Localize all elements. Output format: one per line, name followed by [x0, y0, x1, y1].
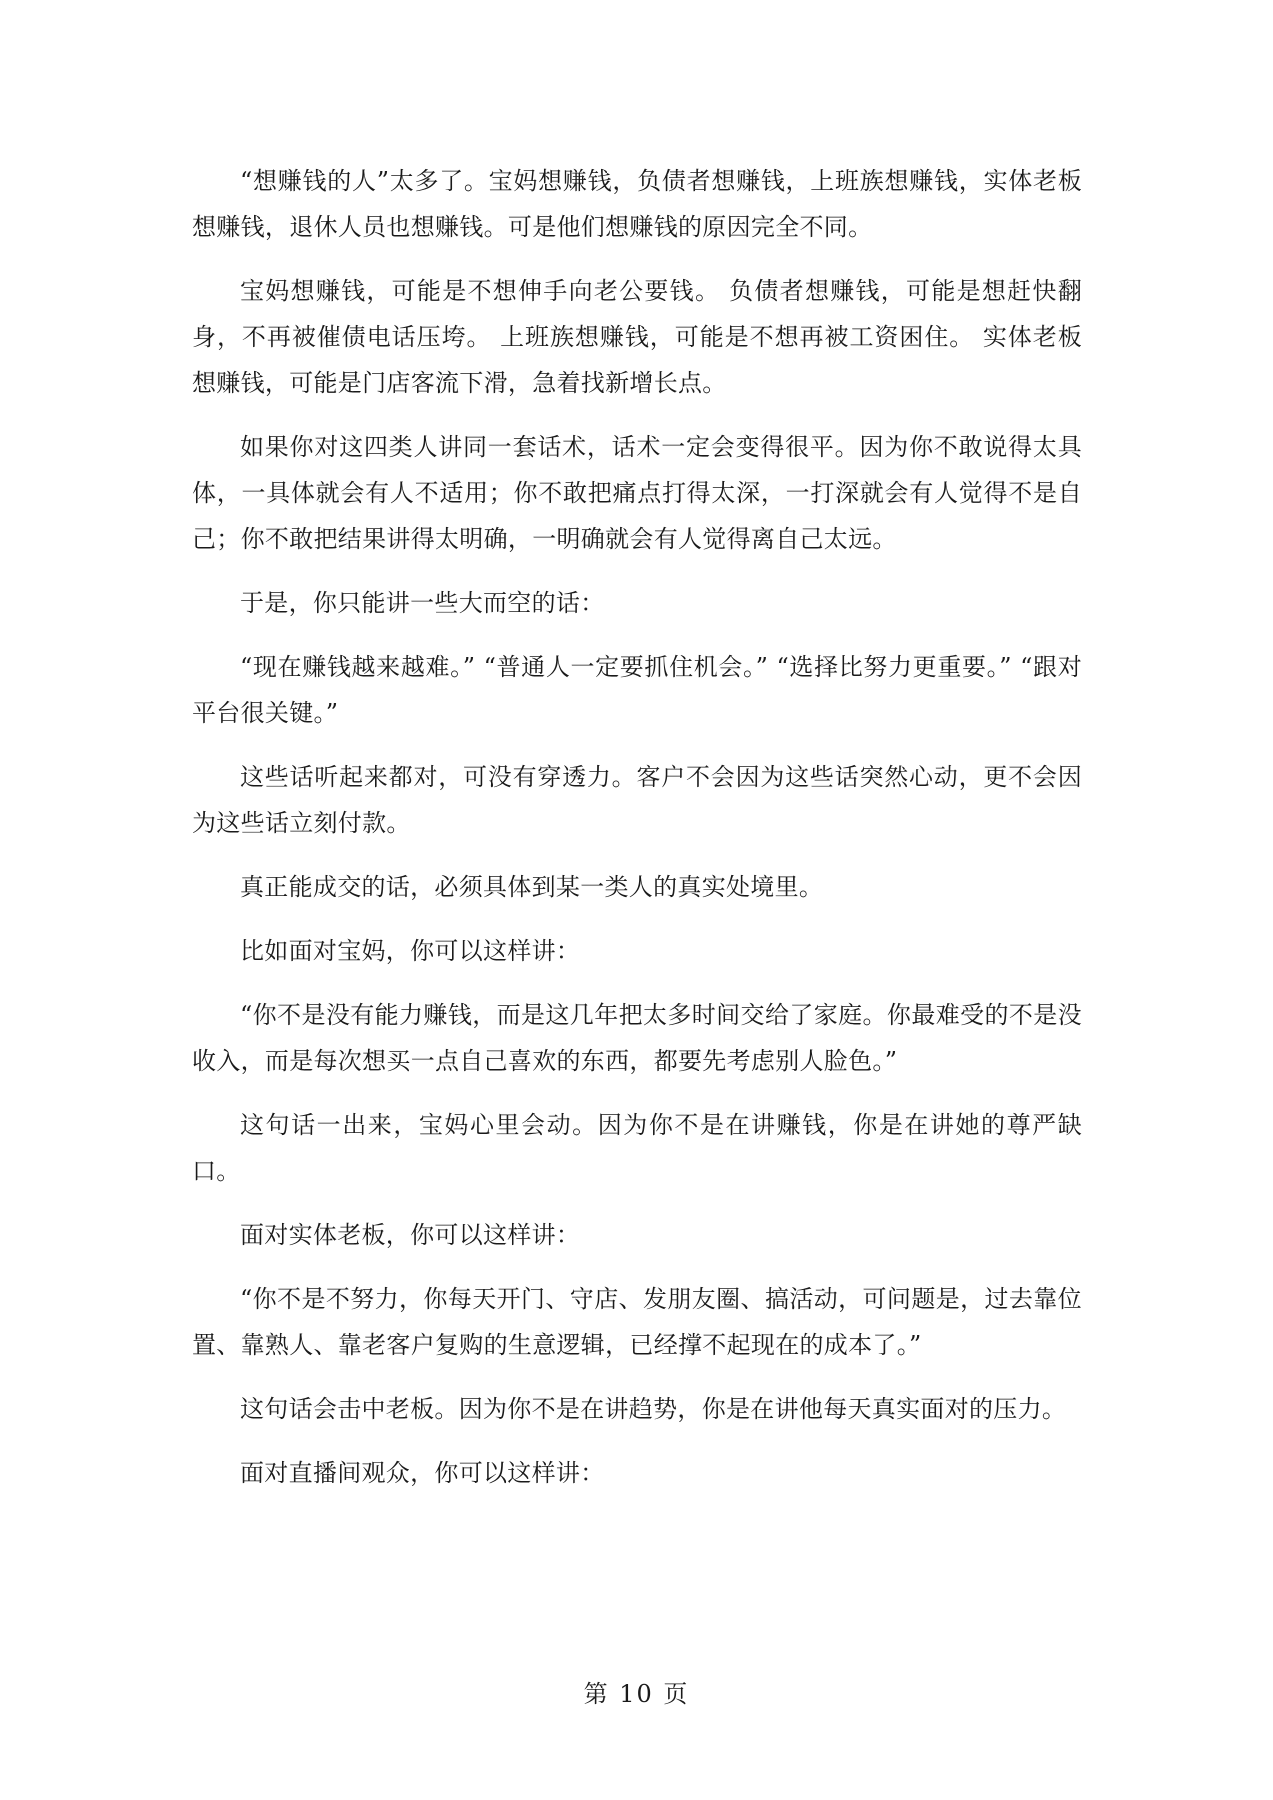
paragraph: “你不是不努力，你每天开门、守店、发朋友圈、搞活动，可问题是，过去靠位置、靠熟人、靠老客户复购的生意逻辑，已经撑不起现在的成本了。” [192, 1285, 1082, 1359]
paragraph: 比如面对宝妈，你可以这样讲： [240, 937, 581, 965]
paragraph: 面对实体老板，你可以这样讲： [240, 1221, 581, 1249]
paragraph: 如果你对这四类人讲同一套话术，话术一定会变得很平。因为你不敢说得太具体，一具体就会有人不适用；你不敢把痛点打得太深，一打深就会有人觉得不是自己；你不敢把结果讲得太明确，一明确就会有人觉得离自己太远。 [192, 433, 1082, 553]
paragraph: 这句话一出来，宝妈心里会动。因为你不是在讲赚钱，你是在讲她的尊严缺口。 [192, 1111, 1082, 1185]
paragraph: “想赚钱的人”太多了。宝妈想赚钱，负债者想赚钱，上班族想赚钱，实体老板想赚钱，退休人员也想赚钱。可是他们想赚钱的原因完全不同。 [192, 167, 1082, 241]
paragraph: 真正能成交的话，必须具体到某一类人的真实处境里。 [240, 873, 824, 901]
paragraph: 面对直播间观众，你可以这样讲： [240, 1459, 605, 1487]
paragraph: 宝妈想赚钱，可能是不想伸手向老公要钱。 负债者想赚钱，可能是想赶快翻身，不再被催债电话压垮。 上班族想赚钱，可能是不想再被工资困住。 实体老板想赚钱，可能是门店客流下滑，急着找新增长点。 [192, 277, 1082, 397]
paragraph: “你不是没有能力赚钱，而是这几年把太多时间交给了家庭。你最难受的不是没收入，而是每次想买一点自己喜欢的东西，都要先考虑别人脸色。” [192, 1001, 1082, 1075]
paragraph: 这句话会击中老板。因为你不是在讲趋势，你是在讲他每天真实面对的压力。 [240, 1395, 1067, 1423]
paragraph: 于是，你只能讲一些大而空的话： [240, 589, 605, 617]
document-body [192, 158, 1082, 1514]
page-number: 第 10 页 [583, 1680, 690, 1708]
paragraph: “现在赚钱越来越难。” “普通人一定要抓住机会。” “选择比努力更重要。” “跟对平台很关键。” [192, 653, 1082, 727]
paragraph: 这些话听起来都对，可没有穿透力。客户不会因为这些话突然心动，更不会因为这些话立刻付款。 [192, 763, 1082, 837]
